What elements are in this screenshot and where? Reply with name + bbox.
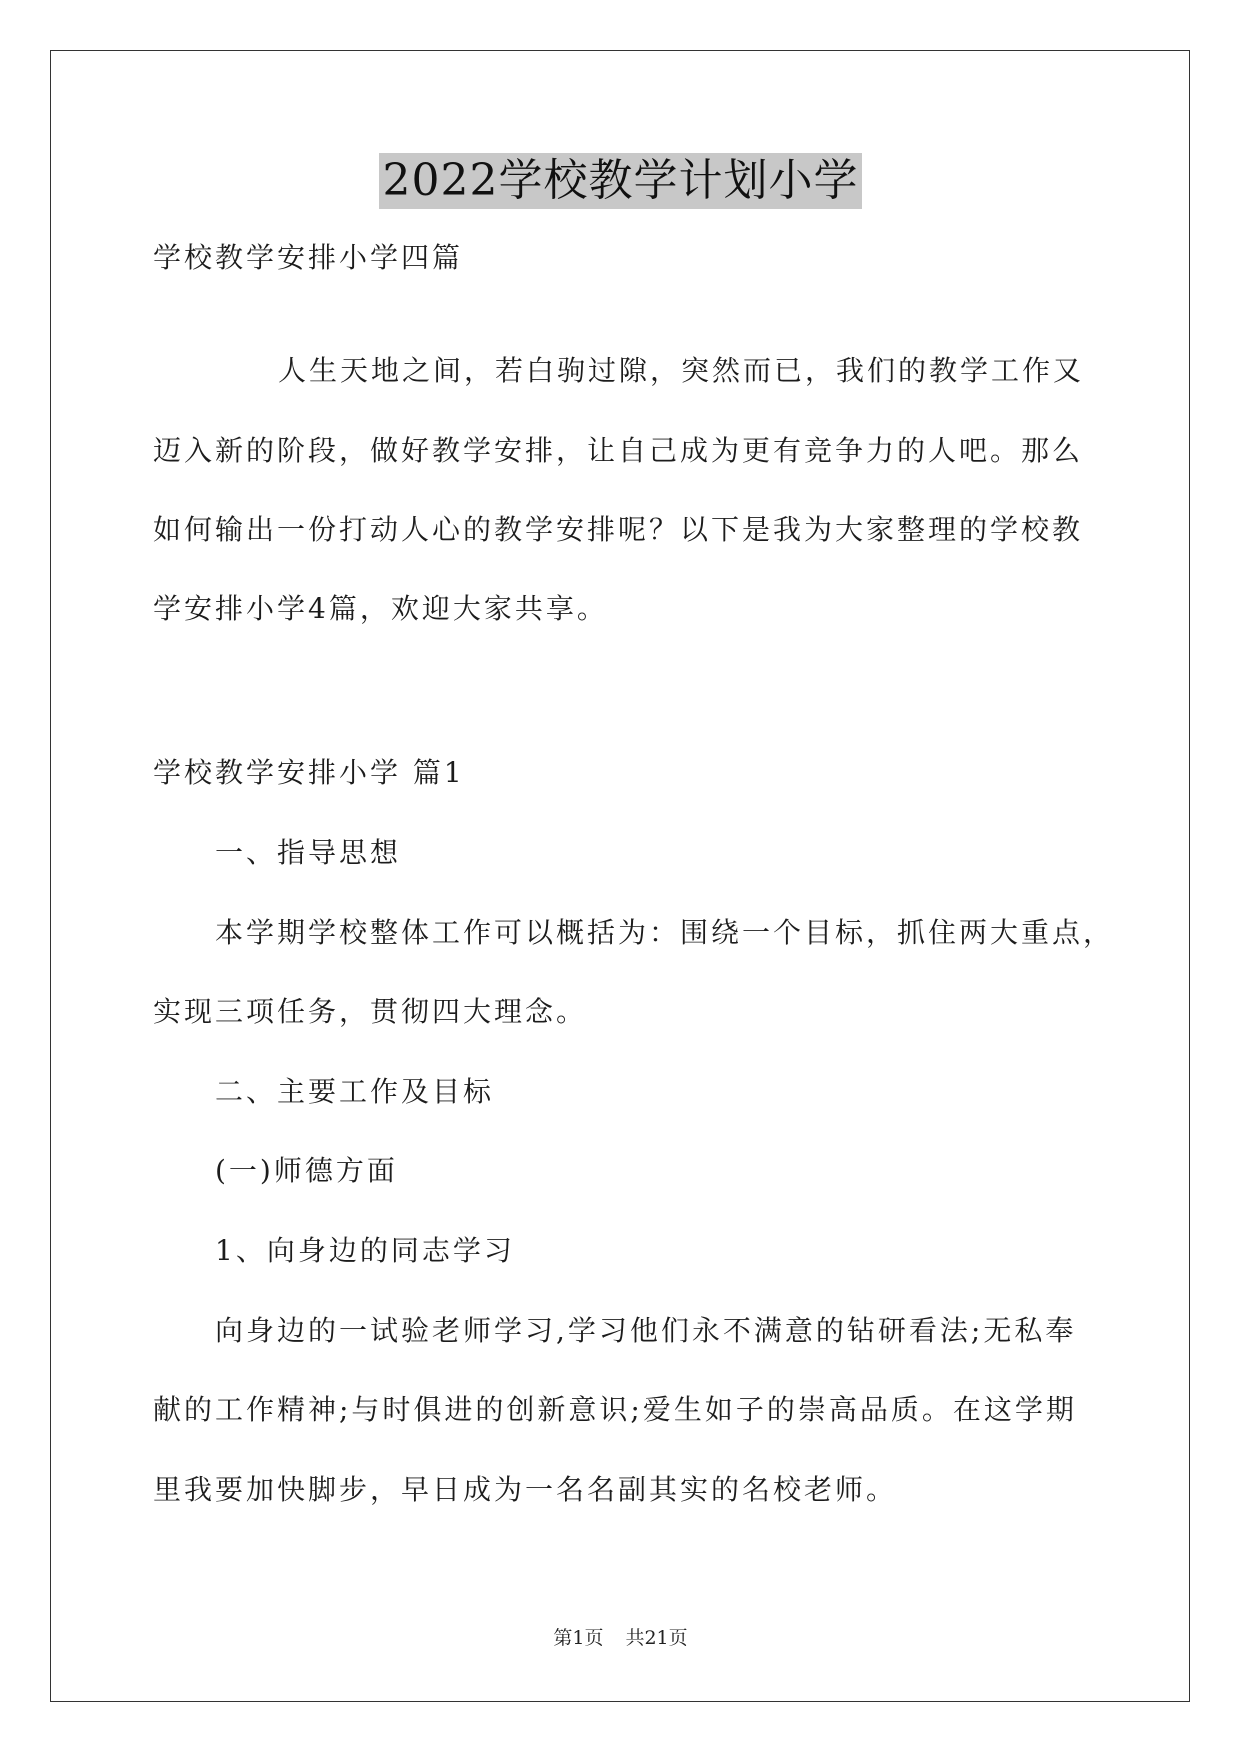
- heading-main-work: 二、主要工作及目标: [215, 1075, 495, 1108]
- document-title-text: 2022学校教学计划小学: [379, 153, 863, 209]
- heading-teacher-ethics: (一)师德方面: [215, 1154, 398, 1187]
- intro-line-2: 迈入新的阶段，做好教学安排，让自己成为更有竞争力的人吧。那么: [153, 434, 1084, 467]
- intro-line-1: 人生天地之间，若白驹过隙，突然而已，我们的教学工作又: [278, 354, 1085, 387]
- intro-line-4: 学安排小学4篇，欢迎大家共享。: [153, 592, 608, 625]
- page-footer: [0, 1626, 1241, 1650]
- heading-learn-from-colleagues: 1、向身边的同志学习: [215, 1234, 515, 1267]
- section-heading: 学校教学安排小学 篇1: [153, 756, 465, 789]
- page-number: 第1页: [553, 1627, 604, 1649]
- paragraph-1-line-1: 本学期学校整体工作可以概括为：围绕一个目标，抓住两大重点，: [215, 916, 1115, 949]
- page-border: [50, 50, 1190, 1702]
- document-title: [0, 153, 1241, 209]
- intro-line-3: 如何输出一份打动人心的教学安排呢？以下是我为大家整理的学校教: [153, 513, 1084, 546]
- paragraph-2-line-2: 献的工作精神;与时俱进的创新意识;爱生如子的崇高品质。在这学期: [153, 1393, 1077, 1426]
- document-subtitle: 学校教学安排小学四篇: [153, 241, 464, 274]
- paragraph-1-line-2: 实现三项任务，贯彻四大理念。: [153, 995, 588, 1028]
- heading-guiding-ideology: 一、指导思想: [215, 836, 402, 869]
- paragraph-2-line-3: 里我要加快脚步，早日成为一名名副其实的名校老师。: [153, 1473, 898, 1506]
- page-total: 共21页: [625, 1627, 688, 1649]
- paragraph-2-line-1: 向身边的一试验老师学习,学习他们永不满意的钻研看法;无私奉: [215, 1314, 1077, 1347]
